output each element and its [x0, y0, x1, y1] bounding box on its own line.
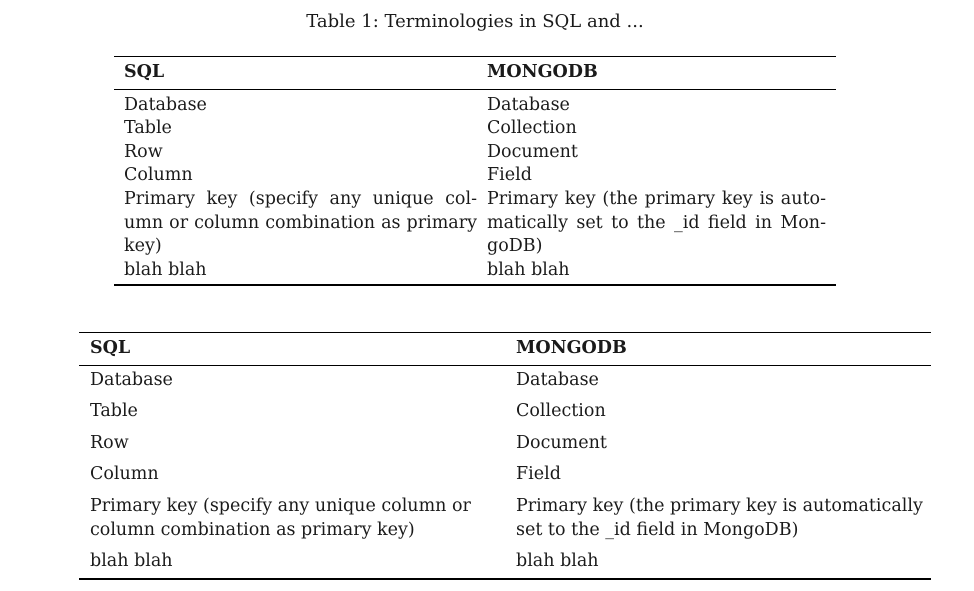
table-row — [79, 429, 931, 461]
table-cell: Database — [124, 94, 207, 115]
header-sql: SQL — [114, 57, 477, 90]
table-header-row — [79, 333, 931, 366]
terminology-table-compact — [114, 56, 836, 286]
table-cell: blah blah — [487, 259, 570, 280]
table-cell: Field — [516, 464, 561, 485]
table-cell: Database — [90, 369, 173, 390]
table-row — [79, 397, 931, 429]
table-caption: Table 1: Terminologies in SQL and ... — [306, 11, 644, 32]
table-row — [79, 365, 931, 397]
terminology-table-spacious — [79, 332, 931, 580]
table-row — [79, 547, 931, 579]
table-cell: Collection — [487, 118, 577, 139]
table-cell: Row — [90, 432, 129, 453]
table-cell: Column — [124, 165, 193, 186]
table-cell: Database — [516, 369, 599, 390]
header-mongodb: MONGODB — [477, 57, 836, 90]
header-mongodb: MONGODB — [505, 333, 931, 366]
table-row — [79, 492, 931, 547]
table-row — [114, 89, 836, 117]
table-row — [114, 188, 836, 259]
table-row — [79, 460, 931, 492]
table-cell: Document — [487, 141, 578, 162]
table-cell: blah blah — [90, 551, 173, 572]
header-sql: SQL — [79, 333, 505, 366]
table-cell: Primary key (specify any unique column or column combination as primary key) — [124, 188, 477, 257]
table-row — [114, 259, 836, 286]
table-cell: Database — [487, 94, 570, 115]
table-cell: Field — [487, 165, 532, 186]
table-header-row — [114, 57, 836, 90]
table-cell: Primary key (the primary key is automatically set to the _id field in MongoDB) — [487, 188, 826, 257]
table-cell: blah blah — [516, 551, 599, 572]
table-row — [114, 164, 836, 188]
table-cell: Primary key (the primary key is automatically set to the _id field in MongoDB) — [516, 495, 923, 540]
table-cell: Table — [90, 401, 138, 422]
table-row — [114, 141, 836, 165]
table-cell: Column — [90, 464, 159, 485]
table-cell: Table — [124, 118, 172, 139]
table-cell: Row — [124, 141, 163, 162]
table-cell: Collection — [516, 401, 606, 422]
table-cell: Document — [516, 432, 607, 453]
table-row — [114, 117, 836, 141]
table-cell: Primary key (specify any unique column or column combination as primary key) — [90, 495, 471, 540]
table-cell: blah blah — [124, 259, 207, 280]
